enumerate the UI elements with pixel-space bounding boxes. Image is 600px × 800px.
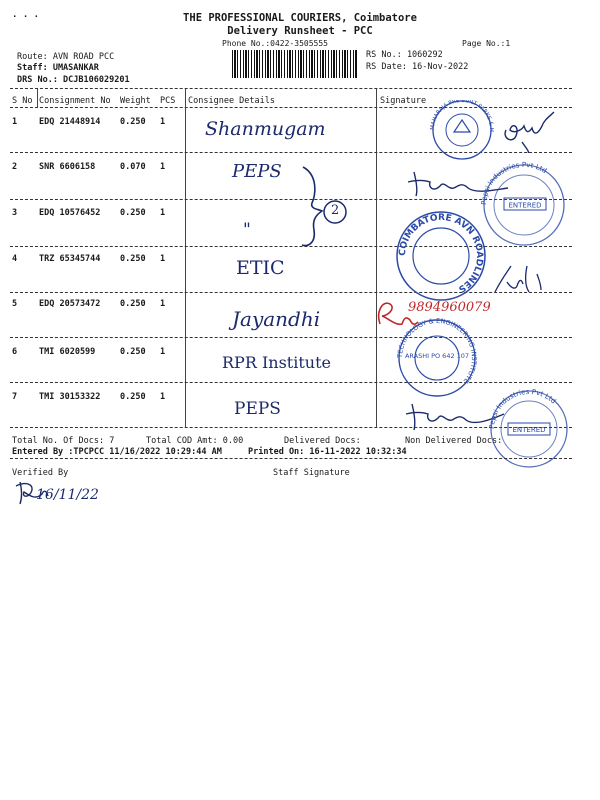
- drs-label: DRS No.: DCJB106029201: [17, 75, 130, 85]
- row-pcs: 1: [160, 392, 166, 402]
- non-delivered-docs: Non Delivered Docs:: [405, 436, 503, 446]
- row-weight: 0.250: [120, 254, 146, 264]
- row-consignment: EDQ 21448914: [39, 117, 101, 127]
- row-sno: 1: [12, 117, 18, 127]
- barcode: [232, 50, 358, 78]
- phone-number: Phone No.:0422-3505555: [222, 39, 328, 48]
- company-stamp-5: [486, 386, 572, 476]
- row-pcs: 1: [160, 208, 166, 218]
- handwritten-phone: 9894960079: [408, 300, 491, 315]
- delivered-docs: Delivered Docs:: [284, 436, 361, 446]
- handwritten-ditto: ": [243, 220, 251, 240]
- corner-mark: . . .: [12, 10, 40, 20]
- row-sno: 5: [12, 299, 18, 309]
- col-divider: [37, 89, 38, 107]
- company-title: THE PROFESSIONAL COURIERS, Coimbatore: [183, 12, 417, 24]
- row-rule: [10, 337, 572, 338]
- verifier-date: 16/11/22: [36, 487, 99, 503]
- row-pcs: 1: [160, 347, 166, 357]
- rs-date: RS Date: 16-Nov-2022: [366, 62, 469, 72]
- row-sno: 7: [12, 392, 18, 402]
- row-pcs: 1: [160, 117, 166, 127]
- row-consignment: TMI 6020599: [39, 347, 96, 357]
- company-stamp-2: [476, 160, 572, 254]
- total-cod: Total COD Amt: 0.00: [146, 436, 244, 446]
- col-divider: [376, 89, 377, 427]
- col-pcs: PCS: [160, 96, 176, 106]
- printed-on: Printed On: 16-11-2022 10:32:34: [248, 447, 407, 457]
- svg-text:ENTERED: ENTERED: [512, 426, 546, 434]
- row-sno: 2: [12, 162, 18, 172]
- company-stamp-4: [394, 318, 480, 402]
- row-sno: 3: [12, 208, 18, 218]
- staff-label: Staff: UMASANKAR: [17, 63, 99, 73]
- handwritten-consignee: RPR Institute: [222, 353, 331, 372]
- svg-text:ENTERED: ENTERED: [508, 201, 542, 210]
- row-consignment: EDQ 20573472: [39, 299, 101, 309]
- svg-text:Pepsi Industries Pvt Ltd: Pepsi Industries Pvt Ltd: [487, 387, 558, 430]
- entered-by: Entered By :TPCPCC 11/16/2022 10:29:44 AM: [12, 447, 222, 457]
- col-divider: [185, 89, 186, 427]
- signature-1: [498, 108, 558, 153]
- row-pcs: 1: [160, 254, 166, 264]
- row-weight: 0.250: [120, 208, 146, 218]
- footer-rule: [10, 458, 572, 459]
- rs-number: RS No.: 1060292: [366, 50, 443, 60]
- route-label: Route: AVN ROAD PCC: [17, 52, 115, 62]
- svg-text:TECHNOLOGY & ENGINEERING INSTI: TECHNOLOGY & ENGINEERING INSTITUTE: [395, 318, 479, 385]
- handwritten-consignee: ETIC: [236, 257, 285, 279]
- handwritten-consignee: Shanmugam: [205, 118, 326, 140]
- col-consignment: Consignment No: [39, 96, 111, 106]
- row-weight: 0.250: [120, 392, 146, 402]
- col-consignee: Consignee Details: [188, 96, 275, 106]
- handwritten-consignee: PEPS: [234, 399, 281, 419]
- svg-text:COIMBATORE AVN ROADLINES: COIMBATORE AVN ROADLINES: [397, 212, 485, 294]
- row-consignment: SNR 6606158: [39, 162, 96, 172]
- col-signature: Signature: [380, 96, 427, 106]
- row-weight: 0.070: [120, 162, 146, 172]
- company-stamp-3: [393, 208, 489, 308]
- header-rule-top: [10, 88, 572, 89]
- row-consignment: EDQ 10576452: [39, 208, 101, 218]
- page-number: Page No.:1: [462, 39, 511, 48]
- svg-text:MAHARAJA PRE-BUILT PARKS & HOT: MAHARAJA PRE-BUILT PARKS & H: [429, 100, 495, 132]
- svg-text:ARASHI PO 642 107: ARASHI PO 642 107: [404, 352, 470, 360]
- handwritten-consignee: PEPS: [232, 161, 282, 182]
- brace-note: 2: [331, 203, 340, 218]
- row-weight: 0.250: [120, 117, 146, 127]
- staff-signature-label: Staff Signature: [273, 468, 350, 478]
- row-sno: 6: [12, 347, 18, 357]
- row-rule: [10, 382, 572, 383]
- row-weight: 0.250: [120, 299, 146, 309]
- col-weight: Weight: [120, 96, 151, 106]
- row-consignment: TMI 30153322: [39, 392, 101, 402]
- row-consignment: TRZ 65345744: [39, 254, 101, 264]
- verified-by-label: Verified By: [12, 468, 69, 478]
- col-sno: S No: [12, 96, 33, 106]
- document-title: Delivery Runsheet - PCC: [227, 25, 373, 37]
- row-sno: 4: [12, 254, 18, 264]
- company-stamp-1: [426, 100, 498, 164]
- row-pcs: 1: [160, 299, 166, 309]
- row-pcs: 1: [160, 162, 166, 172]
- row-weight: 0.250: [120, 347, 146, 357]
- brace-mark: [298, 165, 358, 250]
- handwritten-consignee: Jayandhi: [232, 307, 321, 331]
- svg-text:Pepsi Industries Pvt Ltd: Pepsi Industries Pvt Ltd: [479, 160, 549, 206]
- total-docs: Total No. Of Docs: 7: [12, 436, 115, 446]
